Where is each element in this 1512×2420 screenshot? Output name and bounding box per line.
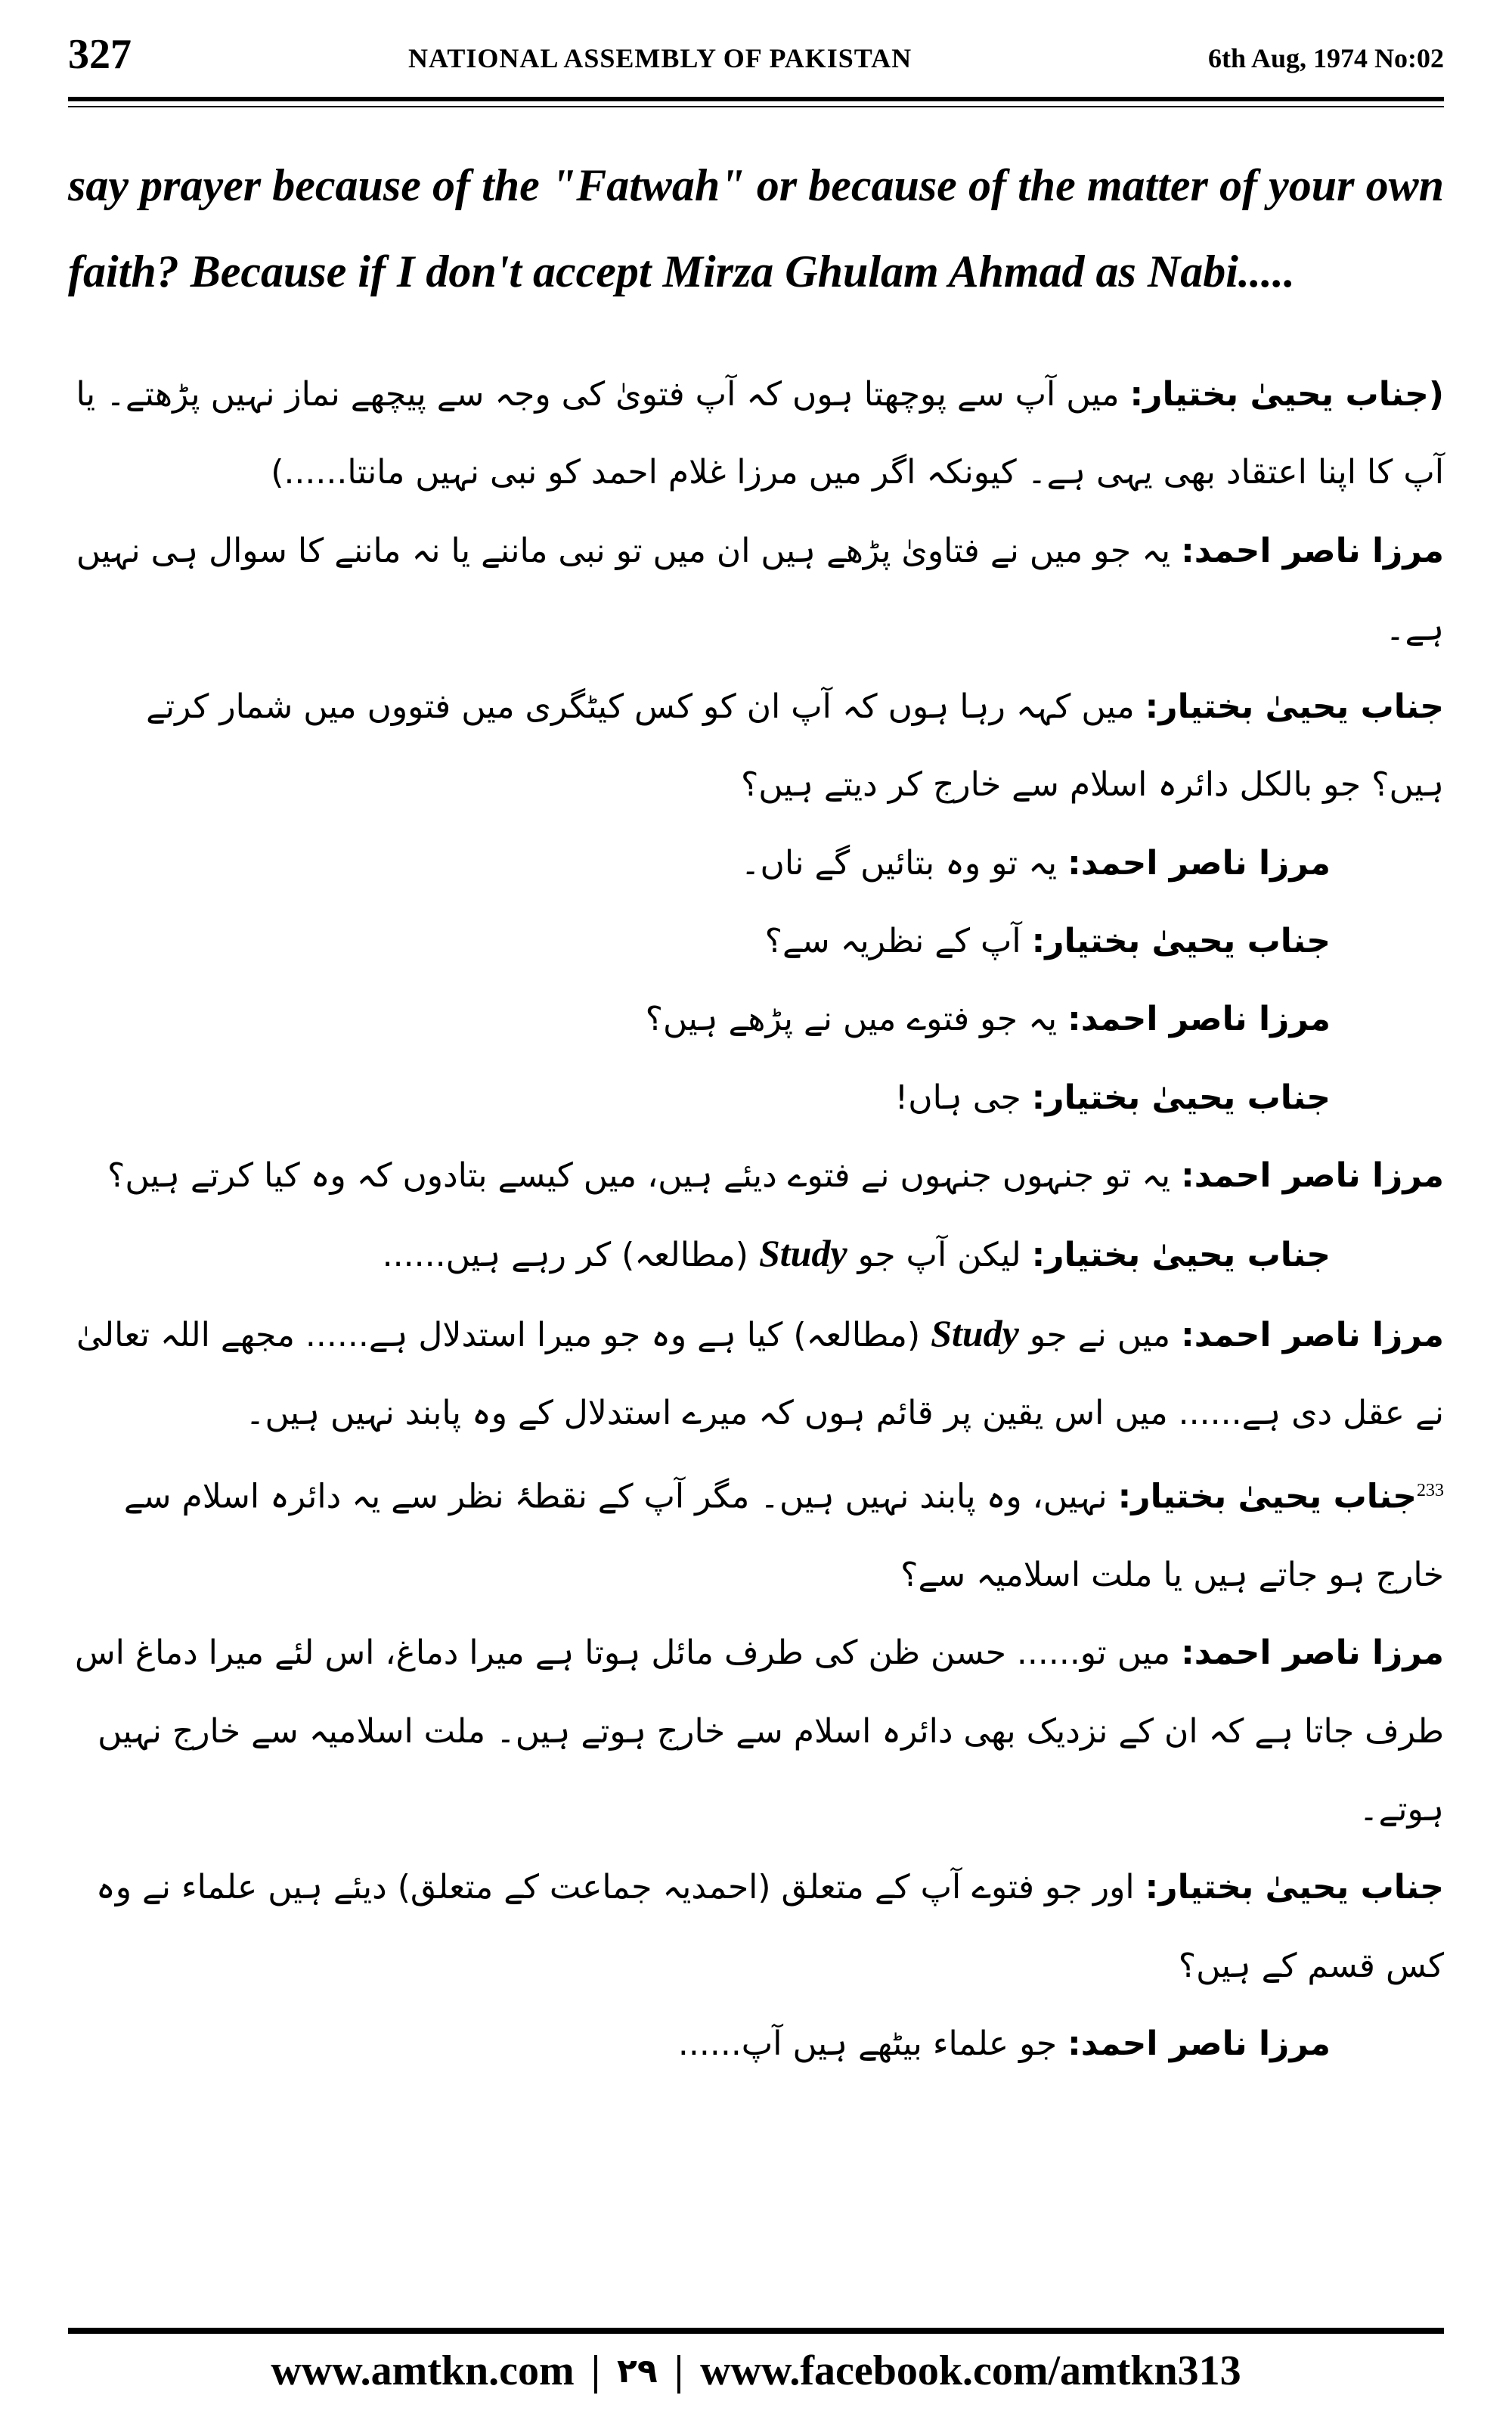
dialogue-paragraph: [68, 512, 1444, 669]
speech-text: یہ تو جنہوں جنہوں نے فتوے دیئے ہیں، میں کیسے بتادوں کہ وہ کیا کرتے ہیں؟: [107, 1156, 1182, 1195]
facebook-link[interactable]: www.facebook.com/amtkn313: [700, 2347, 1241, 2394]
dialogue-paragraph: [68, 668, 1444, 824]
speech-text: جی ہاں!: [894, 1078, 1032, 1117]
speech-text: میں کہہ رہا ہوں کہ آپ ان کو کس کیٹگری میں فتووں میں شمار کرتے ہیں؟ جو بالکل دائرہ اسلام سے خارج کر دیتے ہیں؟: [146, 687, 1444, 805]
page-header: [68, 30, 1444, 91]
speech-text: یہ جو فتوے میں نے پڑھے ہیں؟: [645, 1000, 1068, 1039]
dialogue-paragraph: [68, 1295, 1444, 1453]
dialogue-paragraph: [68, 1059, 1444, 1137]
speech-text: اور جو فتوے آپ کے متعلق (احمدیہ جماعت کے متعلق) دیئے ہیں علماء نے وہ کس قسم کے ہیں؟: [95, 1868, 1444, 1985]
footer-rule: [68, 2328, 1444, 2334]
speech-text: (مطالعہ) کیا ہے وہ جو میرا استدلال ہے...... مجھے اللہ تعالیٰ نے عقل دی ہے...... میں اس یقین پر قائم ہوں کہ میرے استدلال کے وہ پابند نہیں ہیں۔: [76, 1315, 1444, 1432]
speech-text: یہ جو میں نے فتاویٰ پڑھے ہیں ان میں تو نبی ماننے یا نہ ماننے کا سوال ہی نہیں ہے۔: [76, 531, 1444, 648]
dialogue-paragraph: [68, 980, 1444, 1058]
urdu-dialogue: [68, 355, 1444, 2083]
dialogue-paragraph: [68, 1614, 1444, 1848]
website-link[interactable]: www.amtkn.com: [271, 2347, 575, 2394]
footer-page-number: ۲۹: [617, 2351, 658, 2391]
english-term: Study: [931, 1311, 1019, 1354]
speech-text: آپ کے نظریہ سے؟: [764, 922, 1032, 961]
speaker-label: مرزا ناصر احمد:: [1181, 531, 1444, 570]
dialogue-paragraph: [68, 1848, 1444, 2005]
speech-text: (مطالعہ) کر رہے ہیں......: [382, 1236, 759, 1275]
session-date: 6th Aug, 1974 No:02: [1207, 43, 1444, 73]
speaker-label: مرزا ناصر احمد:: [1067, 843, 1331, 883]
dialogue-paragraph: [68, 1215, 1444, 1294]
speaker-label: جناب یحییٰ بختیار:: [1031, 1078, 1331, 1117]
speech-text: یہ تو وہ بتائیں گے ناں۔: [740, 843, 1068, 883]
speaker-label: مرزا ناصر احمد:: [1181, 1156, 1444, 1195]
english-passage: say prayer because of the "Fatwah" or because of the matter of your own faith? Because if I don't accept Mirza Ghulam Ahmad as Nabi.....: [68, 160, 1444, 296]
header-rule-thin: [68, 106, 1444, 107]
speech-text: میں نے جو: [1018, 1315, 1182, 1354]
dialogue-paragraph: [68, 824, 1444, 902]
footnote-number: 233: [1417, 1481, 1444, 1501]
speaker-label: مرزا ناصر احمد:: [1181, 1634, 1444, 1673]
speech-text: لیکن آپ جو: [847, 1236, 1032, 1275]
speaker-label: جناب یحییٰ بختیار:: [1117, 1477, 1417, 1516]
page-number: 327: [68, 31, 132, 78]
speaker-label: جناب یحییٰ بختیار:: [1031, 1236, 1331, 1275]
speaker-label: (جناب یحییٰ بختیار:: [1129, 375, 1444, 414]
speech-text: میں آپ سے پوچھتا ہوں کہ آپ فتویٰ کی وجہ سے پیچھے نماز نہیں پڑھتے۔ یا آپ کا اپنا اعتقاد بھی یہی ہے۔ کیونکہ اگر میں مرزا غلام احمد کو نبی نہیں مانتا......): [76, 375, 1444, 492]
dialogue-paragraph: [68, 355, 1444, 512]
speaker-label: مرزا ناصر احمد:: [1067, 1000, 1331, 1039]
page-footer: [68, 2344, 1444, 2397]
dialogue-paragraph: [68, 1137, 1444, 1215]
english-term: Study: [758, 1232, 847, 1275]
speaker-label: مرزا ناصر احمد:: [1181, 1315, 1444, 1354]
dialogue-paragraph: [68, 902, 1444, 980]
speaker-label: جناب یحییٰ بختیار:: [1145, 687, 1444, 727]
dialogue-paragraph: [68, 2005, 1444, 2083]
speaker-label: جناب یحییٰ بختیار:: [1145, 1868, 1444, 1907]
header-rule-thick: [68, 97, 1444, 101]
speaker-label: جناب یحییٰ بختیار:: [1031, 922, 1331, 961]
speech-text: نہیں، وہ پابند نہیں ہیں۔ مگر آپ کے نقطۂ نظر سے یہ دائرہ اسلام سے خارج ہو جاتے ہیں یا ملت اسلامیہ سے؟: [123, 1477, 1444, 1595]
speech-text: جو علماء بیٹھے ہیں آپ......: [677, 2024, 1068, 2063]
footer-separator: |: [674, 2347, 684, 2394]
assembly-title: NATIONAL ASSEMBLY OF PAKISTAN: [408, 43, 912, 73]
footer-separator: |: [590, 2347, 601, 2394]
speaker-label: مرزا ناصر احمد:: [1067, 2024, 1331, 2063]
speech-text: میں تو...... حسن ظن کی طرف مائل ہوتا ہے میرا دماغ، اس لئے میرا دماغ اس طرف جاتا ہے کہ ان کے نزدیک بھی دائرہ اسلام سے خارج ہوتے ہیں۔ ملت اسلامیہ سے خارج نہیں ہوتے۔: [74, 1634, 1444, 1829]
dialogue-paragraph: [68, 1452, 1444, 1614]
